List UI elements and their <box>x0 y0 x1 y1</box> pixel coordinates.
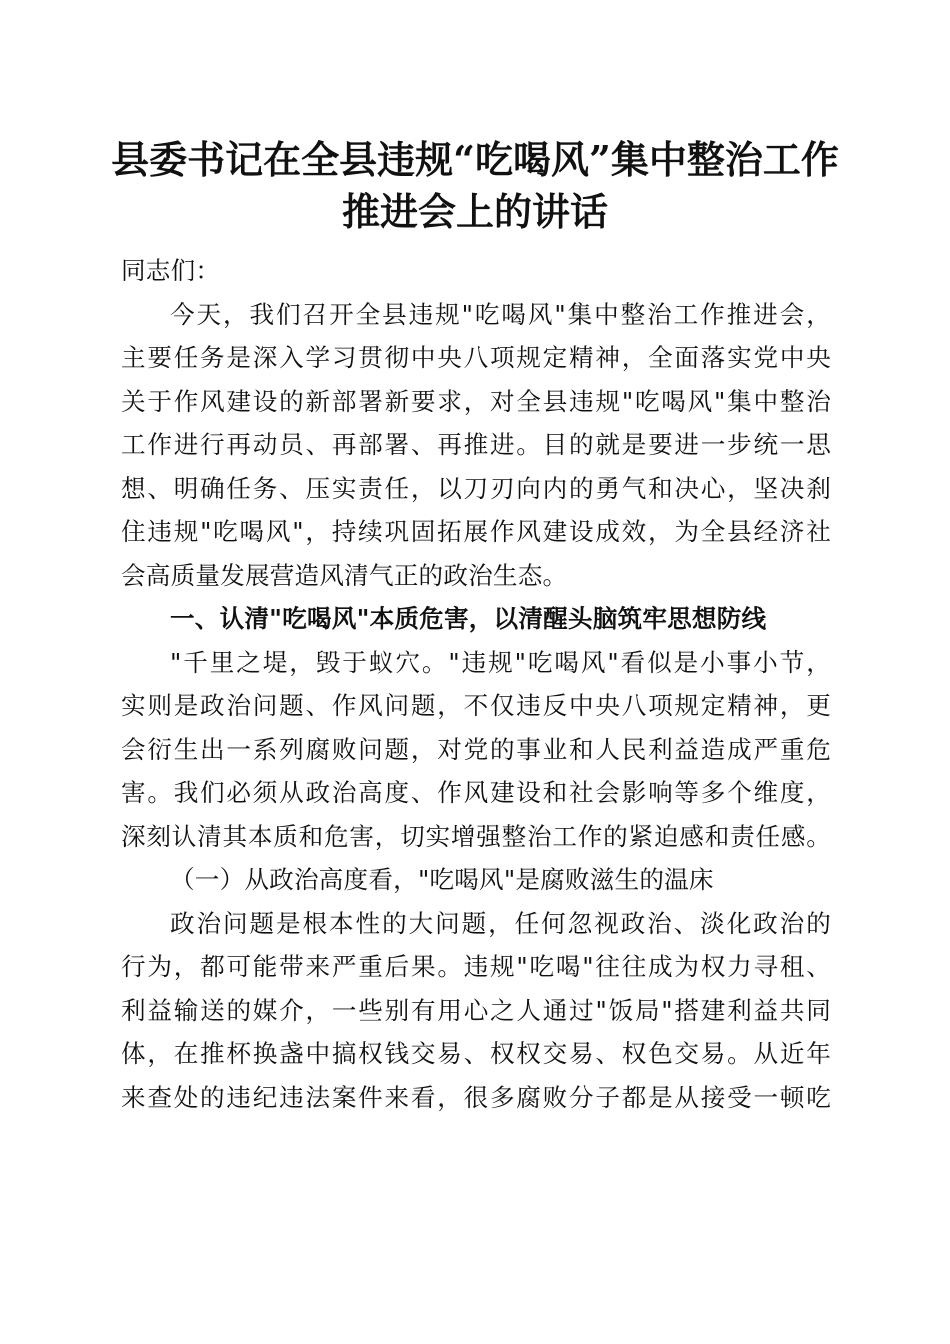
title-line-2: 推进会上的讲话 <box>341 189 608 234</box>
paragraph-line: 深刻认清其本质和危害，切实增强整治工作的紧迫感和责任感。 <box>121 821 831 851</box>
paragraph-2 <box>121 641 831 859</box>
subsection-heading-1: （一）从政治高度看，"吃喝风"是腐败滋生的温床 <box>170 865 714 894</box>
document-body <box>121 249 831 1119</box>
paragraph-1 <box>121 293 831 598</box>
salutation: 同志们： <box>121 256 221 285</box>
section-heading-1: 一、认清"吃喝风"本质危害，以清醒头脑筑牢思想防线 <box>170 604 767 633</box>
paragraph-line: 会衍生出一系列腐败问题，对党的事业和人民利益造成严重危 <box>121 734 831 764</box>
paragraph-line: 害。我们必须从政治高度、作风建设和社会影响等多个维度， <box>121 778 831 807</box>
document-title <box>100 134 850 238</box>
paragraph-line: 今天，我们召开全县违规"吃喝风"集中整治工作推进会， <box>170 299 831 329</box>
paragraph-line: 体，在推杯换盏中搞权钱交易、权权交易、权色交易。从近年 <box>121 1039 831 1068</box>
paragraph-line: 利益输送的媒介，一些别有用心之人通过"饭局"搭建利益共同 <box>121 995 831 1025</box>
paragraph-line: 实则是政治问题、作风问题，不仅违反中央八项规定精神，更 <box>121 691 831 720</box>
paragraph-line: 会高质量发展营造风清气正的政治生态。 <box>121 560 568 590</box>
paragraph-line: 住违规"吃喝风"，持续巩固拓展作风建设成效，为全县经济社 <box>121 517 831 546</box>
paragraph-line: 来查处的违纪违法案件来看，很多腐败分子都是从接受一顿吃 <box>121 1082 831 1112</box>
title-line-1: 县委书记在全县违规“吃喝风”集中整治工作 <box>111 137 839 182</box>
paragraph-line: 关于作风建设的新部署新要求，对全县违规"吃喝风"集中整治 <box>121 386 831 416</box>
paragraph-line: 想、明确任务、压实责任，以刀刃向内的勇气和决心，坚决刹 <box>121 473 831 503</box>
paragraph-line: "千里之堤，毁于蚁穴。"违规"吃喝风"看似是小事小节， <box>170 647 831 677</box>
paragraph-line: 行为，都可能带来严重后果。违规"吃喝"往往成为权力寻租、 <box>121 952 831 981</box>
paragraph-line: 主要任务是深入学习贯彻中央八项规定精神，全面落实党中央 <box>121 343 831 372</box>
paragraph-line: 政治问题是根本性的大问题，任何忽视政治、淡化政治的 <box>170 908 831 938</box>
paragraph-line: 工作进行再动员、再部署、再推进。目的就是要进一步统一思 <box>121 430 831 459</box>
paragraph-3 <box>121 902 831 1120</box>
